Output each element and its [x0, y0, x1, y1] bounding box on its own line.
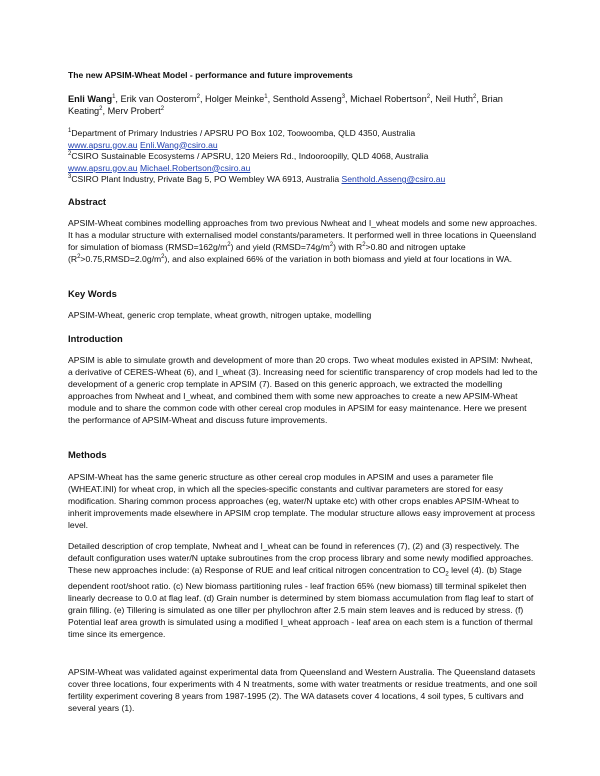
- affiliation-3-email-link[interactable]: Senthold.Asseng@csiro.au: [341, 174, 446, 184]
- abstract-text: APSIM-Wheat combines modelling approaches from two previous Nwheat and I_wheat models and some new approaches. It has a modular structure with externalised model constants/parameters. It performed well in three locations in Queensland for simulation of biomass $(RMSD=162g/m^2)$ and yield $(RMSD=74g/m^2)$ with $R^2>0.80$ and nitrogen uptake $(R^2>0.75,RMSD=2.0g/m^2)$, and also explained 66% of the variation in both biomass and yield at four locations in WA.: [68, 218, 538, 264]
- author-separator: ,: [267, 94, 273, 104]
- author-name: Holger Meinke: [205, 94, 265, 104]
- affiliation-1-contacts: [68, 140, 538, 152]
- methods-paragraph-1: APSIM-Wheat has the same generic structure as other cereal crop modules in APSIM and uses a parameter file (WHEAT.INI) for wheat crop, in which all the species-specific constants and cultivar parameters are stored for easy modification. Sharing common process approaches (eg, water/N uptake etc) with other crops enables APSIM-Wheat to inherit improvements made elsewhere in APSIM crop template. The modular structure allows easy improvement at process level.: [68, 472, 535, 530]
- abstract-heading: Abstract: [68, 196, 107, 207]
- paper-title: The new APSIM-Wheat Model - performance and future improvements: [68, 70, 353, 80]
- author-name: Merv Probert: [107, 106, 161, 116]
- affiliation-3-text: CSIRO Plant Industry, Private Bag 5, PO Wembley WA 6913, Australia: [71, 174, 340, 184]
- keywords-text: APSIM-Wheat, generic crop template, wheat growth, nitrogen uptake, modelling: [68, 310, 372, 320]
- affiliation-1-marker: 1: [68, 128, 72, 135]
- author-affiliation-marker: 1: [264, 93, 268, 100]
- affiliation-2: [68, 151, 538, 163]
- methods-paragraph-3: APSIM-Wheat was validated against experimental data from Queensland and Western Australia. The Queensland datasets cover three locations, four experiments with 4 N treatments, some with water treatments or residue treatments, and one soil fertility experiment covering 8 years from 1987-1995 (2). The WA datasets cover 4 locations, 4 soil types, 5 cultivars and several years (1).: [68, 667, 538, 713]
- author-name: Enli Wang: [68, 94, 113, 104]
- author-affiliation-marker: 2: [160, 105, 165, 112]
- affiliation-2-marker: 2: [68, 151, 72, 158]
- author-affiliation-marker: 2: [473, 93, 477, 100]
- author-separator: ,: [476, 94, 482, 104]
- affiliation-2-contacts: [68, 163, 538, 175]
- author-affiliation-marker: 2: [426, 93, 431, 100]
- author-separator: ,: [430, 94, 436, 104]
- author-separator: ,: [115, 94, 121, 104]
- methods-paragraph-2: Detailed description of crop template, Nwheat and I_wheat can be found in references (7), (2) and (3) respectively. The default configuration uses water/N uptake subroutines from the crop process library and some newly modified approaches. These new approaches include: (a) Response of RUE and leaf critical nitrogen concentration to $CO_2$ level (4). (b) Stage dependent root/shoot ratio. (c) New biomass partitioning rules - leaf fraction 65% (new biomass) till terminal spikelet then linearly decrease to 0.0 at flag leaf. (d) Grain number is determined by stem biomass accumulation from flag leaf to start of grain filling. (e) Tillering is simulated as one tiller per phyllochron after 2.5 main stem leaves and is reduced by stress. (f) Potential leaf area growth is simulated using a modified I_wheat approach - leaf area on each stem is a function of thermal time since its emergence.: [68, 541, 534, 640]
- affiliation-1-email-link[interactable]: Enli.Wang@csiro.au: [139, 139, 218, 150]
- author-name: Senthold Asseng: [272, 94, 342, 104]
- introduction-heading: Introduction: [68, 333, 123, 344]
- author-affiliation-marker: 3: [341, 93, 346, 100]
- author-affiliation-marker: 2: [99, 105, 103, 112]
- methods-heading: Methods: [68, 449, 107, 460]
- author-separator: ,: [199, 94, 206, 104]
- affiliation-2-text: CSIRO Sustainable Ecosystems / APSRU, 120 Meiers Rd., Indooroopilly, QLD 4068, Australia: [71, 151, 429, 161]
- author-name: Michael Robertson: [350, 94, 427, 104]
- affiliation-list: [68, 128, 538, 186]
- author-name: Neil Huth: [435, 94, 474, 104]
- affiliation-1: [68, 128, 538, 140]
- author-name: Brian Keating: [68, 94, 503, 116]
- affiliation-1-website-link[interactable]: www.apsru.gov.au: [68, 139, 138, 150]
- affiliation-2-email-link[interactable]: Michael.Robertson@csiro.au: [139, 162, 251, 173]
- affiliation-3-marker: 3: [68, 174, 72, 181]
- author-name: Erik van Oosterom: [120, 94, 197, 104]
- author-affiliation-marker: 1: [112, 93, 116, 100]
- keywords-heading: Key Words: [68, 288, 117, 299]
- author-separator: ,: [345, 94, 351, 104]
- affiliation-1-text: Department of Primary Industries / APSRU PO Box 102, Toowoomba, QLD 4350, Australia: [71, 128, 416, 138]
- author-affiliation-marker: 2: [196, 93, 200, 100]
- introduction-text: APSIM is able to simulate growth and development of more than 20 crops. Two wheat modules existed in APSIM: Nwheat, a derivative of CERES-Wheat (6), and I_wheat (3). Increasing need for scientific transparency of crop models had led to the development of a generic crop template in APSIM (7). Based on this generic approach, we extracted the modelling approaches from Nwheat and I_wheat, and combined them with some new approaches to create a new APSIM-Wheat module and to share the common code with other cereal crop modules in APSIM for easy maintenance. Here we present the performance of APSIM-Wheat and discuss future improvements.: [68, 355, 538, 425]
- author-list: [68, 93, 538, 117]
- affiliation-2-website-link[interactable]: www.apsru.gov.au: [68, 162, 138, 173]
- affiliation-3: [68, 174, 538, 186]
- author-separator: ,: [102, 106, 108, 116]
